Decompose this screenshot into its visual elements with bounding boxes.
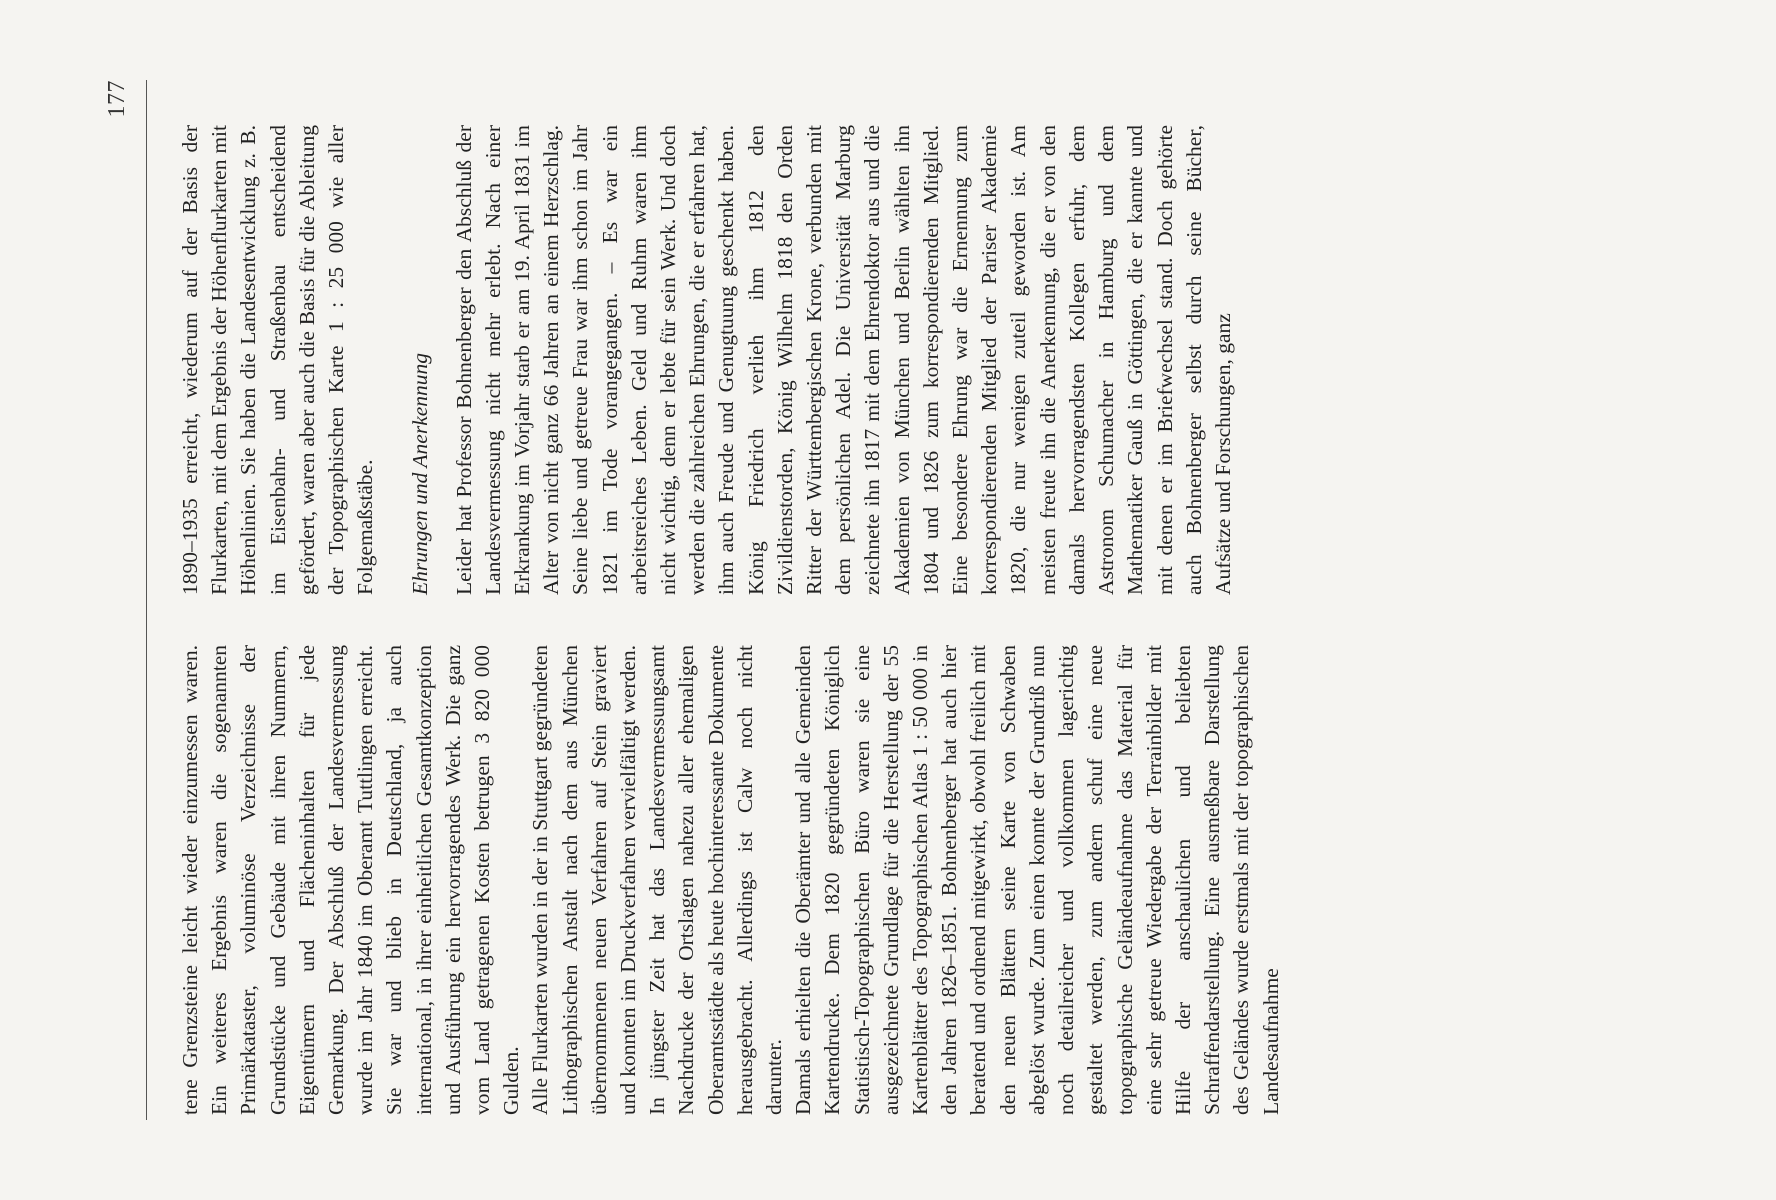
section-heading: Ehrungen und Anerkennung [408, 352, 433, 595]
paragraph: Alle Flurkarten wurden in der in Stuttgart gegründeten Lithographischen Anstalt nach dem aus München übernommenen neuen Verfahren auf Stein graviert und konnten im Druckverfahren vervielfältigt werden. In jüngster Zeit hat das Landesvermessungsamt Nachdrucke der Ortslagen nahezu aller ehemaligen Oberamtsstädte als heute hochinteressante Dokumente herausgebracht. Allerdings ist Calw noch nicht darunter. [528, 645, 787, 1115]
paragraph: tene Grenzsteine leicht wieder einzumessen waren. Ein weiteres Ergebnis waren die sogenannten Primärkataster, voluminöse Verzeichnisse der Grundstücke und Gebäude mit ihren Nummern, Eigentümern und Flächeninhalten für jede Gemarkung. Der Abschluß der Landesvermessung wurde im Jahr 1840 im Oberamt Tuttlingen erreicht. Sie war und blieb in Deutschland, ja auch international, in ihrer einheitlichen Gesamtkonzeption und Ausführung ein hervorragendes Werk. Die ganz vom Land getragenen Kosten betrugen 3 820 000 Gulden. [178, 645, 524, 1115]
page-number: 177 [104, 80, 130, 118]
left-column [176, 645, 1286, 1115]
paragraph: Damals erhielten die Oberämter und alle Gemeinden Kartendrucke. Dem 1820 gegründeten Königlich Statistisch-Topographischen Büro waren sie eine ausgezeichnete Grundlage für die Herstellung der 55 Kartenblätter des Topographischen Atlas 1 : 50 000 in den Jahren 1826–1851. Bohnenberger hat auch hier beratend und ordnend mitgewirkt, obwohl freilich mit den neuen Blättern seine Karte von Schwaben abgelöst wurde. Zum einen konnte der Grundriß nun noch detailreicher und vollkommen lagerichtig gestaltet werden, zum andern schuf eine neue topographische Geländeaufnahme das Material für eine sehr getreue Wiedergabe der Terrainbilder mit Hilfe der anschaulichen und beliebten Schraffendarstellung. Eine ausmeßbare Darstellung des Geländes wurde erstmals mit der topographischen Landesaufnahme [791, 645, 1283, 1115]
paragraph: 1890–1935 erreicht, wiederum auf der Basis der Flurkarten, mit dem Ergebnis der Höhenflurkarten mit Höhenlinien. Sie haben die Landesentwicklung z. B. im Eisenbahn- und Straßenbau entscheidend gefördert, waren aber auch die Basis für die Ableitung der Topographischen Karte 1 : 25 000 wie aller Folgemaßstäbe. [178, 125, 378, 595]
right-column [176, 125, 1238, 595]
paragraph: Leider hat Professor Bohnenberger den Abschluß der Landesvermessung nicht mehr erlebt. Nach einer Erkrankung im Vorjahr starb er am 19. April 1831 im Alter von nicht ganz 66 Jahren an einem Herzschlag. Seine liebe und getreue Frau war ihm schon im Jahr 1821 im Tode vorangegangen. – Es war ein arbeitsreiches Leben. Geld und Ruhm waren ihm nicht wichtig, denn er lebte für sein Werk. Und doch werden die zahlreichen Ehrungen, die er erfahren hat, ihm auch Freude und Genugtuung geschenkt haben. König Friedrich verlieh ihm 1812 den Zivildienstorden, König Wilhelm 1818 den Orden Ritter der Württembergischen Krone, verbunden mit dem persönlichen Adel. Die Universität Marburg zeichnete ihn 1817 mit dem Ehrendoktor aus und die Akademien von München und Berlin wählten ihn 1804 und 1826 zum korrespondierenden Mitglied. Eine besondere Ehrung war die Ernennung zum korrespondierenden Mitglied der Pariser Akademie 1820, die nur wenigen zuteil geworden ist. Am meisten freute ihn die Anerkennung, die er von den damals hervorragendsten Kollegen erfuhr, dem Astronom Schumacher in Hamburg und dem Mathematiker Gauß in Göttingen, die er kannte und mit denen er im Briefwechsel stand. Doch gehörte auch Bohnenberger selbst durch seine Bücher, Aufsätze und Forschungen, ganz [451, 125, 1235, 595]
header-rule [146, 80, 147, 1120]
